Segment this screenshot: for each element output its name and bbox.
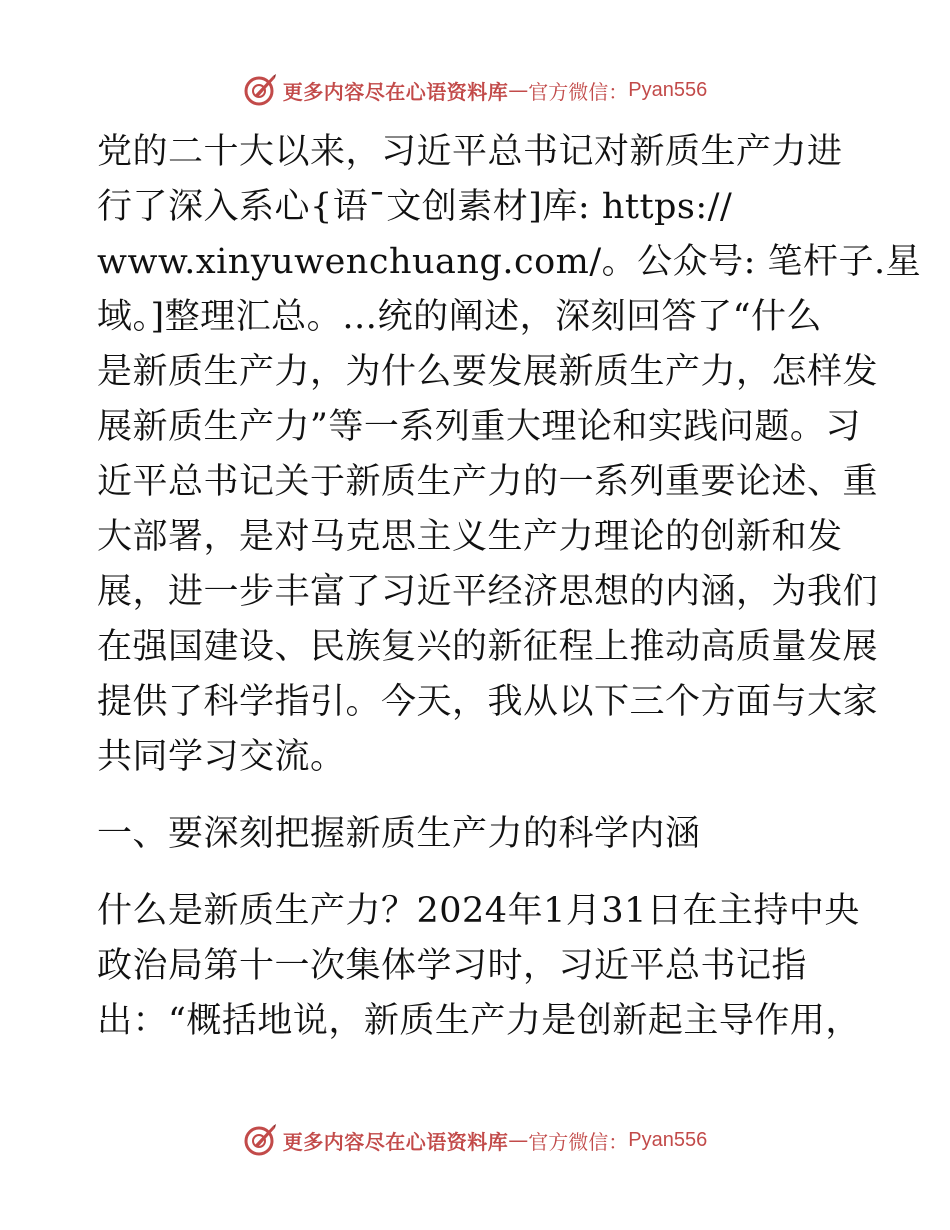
section-heading [97, 807, 852, 862]
text-line: 提供了科学指引。今天，我从以下三个方面与大家 [97, 682, 879, 722]
text-line: 行了深入系心{语¯文创素材]库: https:// [97, 187, 733, 227]
quill-logo-icon [243, 1123, 277, 1157]
text-line: 政治局第十一次集体学习时，习近平总书记指 [97, 946, 808, 986]
footer-banner [0, 1120, 950, 1160]
text-line: 出：“概括地说，新质生产力是创新起主导作用， [97, 1001, 861, 1041]
header-banner [0, 70, 950, 110]
paragraph [97, 884, 861, 1049]
text-line: 大部署，是对马克思主义生产力理论的创新和发 [97, 517, 843, 557]
banner-text: 更多内容尽在心语资料库 [282, 1129, 509, 1154]
paragraph [97, 125, 922, 785]
text-line: 共同学习交流。 [97, 737, 346, 777]
text-line: 是新质生产力，为什么要发展新质生产力，怎样发 [97, 352, 879, 392]
banner-separator: — [508, 78, 529, 102]
banner-contact-label: 官方微信： [528, 79, 629, 104]
paragraph-spacer [97, 785, 852, 807]
text-line: 展新质生产力”等一系列重大理论和实践问题。习 [97, 407, 861, 447]
banner-contact-label: 官方微信： [528, 1129, 629, 1154]
quill-logo-icon [243, 73, 277, 107]
banner-contact-id: Pyan556 [628, 1128, 708, 1151]
text-line: 什么是新质生产力？2024年1月31日在主持中央 [97, 891, 860, 931]
text-line: 党的二十大以来，习近平总书记对新质生产力进 [97, 132, 843, 172]
banner-contact-id: Pyan556 [628, 78, 708, 101]
text-line: www.xinyuwenchuang.com/。公众号: 笔杆子.星 [97, 242, 922, 282]
text-line: 在强国建设、民族复兴的新征程上推动高质量发展 [97, 627, 879, 667]
banner-text: 更多内容尽在心语资料库 [282, 79, 509, 104]
banner-separator: — [508, 1128, 529, 1152]
heading-line: 一、要深刻把握新质生产力的科学内涵 [97, 814, 701, 854]
document-body [97, 125, 922, 1049]
text-line: 展，进一步丰富了习近平经济思想的内涵，为我们 [97, 572, 879, 612]
text-line: 域。]整理汇总。…统的阐述，深刻回答了“什么 [97, 297, 823, 337]
text-line: 近平总书记关于新质生产力的一系列重要论述、重 [97, 462, 879, 502]
paragraph-spacer [97, 862, 852, 884]
